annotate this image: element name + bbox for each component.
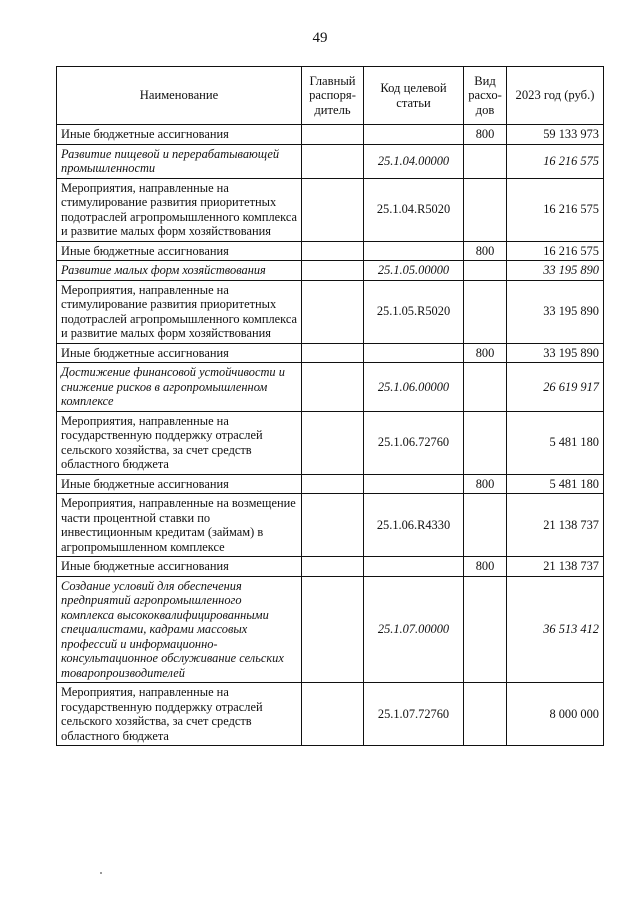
row-code: [364, 241, 464, 261]
table-row: [57, 280, 604, 343]
row-code: 25.1.05.R5020: [364, 280, 464, 343]
row-manager: [302, 411, 364, 474]
row-code: 25.1.06.00000: [364, 363, 464, 412]
row-name: Иные бюджетные ассигнования: [57, 241, 302, 261]
header-target-code: Код целевой статьи: [364, 67, 464, 125]
row-expense-type: 800: [464, 557, 507, 577]
table-row: [57, 411, 604, 474]
table-row: [57, 576, 604, 683]
row-code: 25.1.06.72760: [364, 411, 464, 474]
row-expense-type: 800: [464, 343, 507, 363]
row-code: 25.1.07.00000: [364, 576, 464, 683]
row-amount: 21 138 737: [507, 557, 604, 577]
header-name: Наименование: [57, 67, 302, 125]
row-code: 25.1.04.R5020: [364, 178, 464, 241]
row-manager: [302, 363, 364, 412]
row-amount: 21 138 737: [507, 494, 604, 557]
table-row: [57, 125, 604, 145]
scan-dot: [100, 872, 102, 874]
row-code: [364, 343, 464, 363]
table-row: [57, 261, 604, 281]
row-amount: 33 195 890: [507, 280, 604, 343]
row-name: Иные бюджетные ассигнования: [57, 557, 302, 577]
row-expense-type: [464, 494, 507, 557]
row-manager: [302, 557, 364, 577]
page-number: 49: [312, 30, 328, 46]
row-manager: [302, 261, 364, 281]
row-expense-type: [464, 683, 507, 746]
row-amount: 16 216 575: [507, 178, 604, 241]
row-code: 25.1.07.72760: [364, 683, 464, 746]
table-row: [57, 144, 604, 178]
row-expense-type: 800: [464, 241, 507, 261]
row-code: 25.1.06.R4330: [364, 494, 464, 557]
row-manager: [302, 683, 364, 746]
table-header-row: [57, 67, 604, 125]
table-row: [57, 683, 604, 746]
row-manager: [302, 494, 364, 557]
row-amount: 33 195 890: [507, 261, 604, 281]
row-expense-type: [464, 576, 507, 683]
row-name: Мероприятия, направленные на возмещение части процентной ставки по инвестиционным кредитам (займам) в агропромышленном комплексе: [57, 494, 302, 557]
row-code: [364, 557, 464, 577]
row-amount: 5 481 180: [507, 474, 604, 494]
row-code: 25.1.05.00000: [364, 261, 464, 281]
row-expense-type: 800: [464, 474, 507, 494]
row-manager: [302, 144, 364, 178]
row-name: Мероприятия, направленные на государственную поддержку отраслей сельского хозяйства, за счет средств областного бюджета: [57, 683, 302, 746]
row-name: Иные бюджетные ассигнования: [57, 125, 302, 145]
row-expense-type: [464, 280, 507, 343]
row-name: Развитие пищевой и перерабатывающей промышленности: [57, 144, 302, 178]
row-amount: 33 195 890: [507, 343, 604, 363]
row-manager: [302, 343, 364, 363]
table-body: [57, 125, 604, 746]
row-expense-type: [464, 144, 507, 178]
row-name: Мероприятия, направленные на государственную поддержку отраслей сельского хозяйства, за счет средств областного бюджета: [57, 411, 302, 474]
row-name: Иные бюджетные ассигнования: [57, 343, 302, 363]
row-manager: [302, 474, 364, 494]
row-expense-type: [464, 178, 507, 241]
row-amount: 16 216 575: [507, 241, 604, 261]
header-year: 2023 год (руб.): [507, 67, 604, 125]
table-row: [57, 363, 604, 412]
table-row: [57, 474, 604, 494]
row-amount: 16 216 575: [507, 144, 604, 178]
table-row: [57, 557, 604, 577]
budget-table: [56, 66, 604, 746]
table-row: [57, 343, 604, 363]
header-expense-type: Вид расхо-дов: [464, 67, 507, 125]
row-name: Развитие малых форм хозяйствования: [57, 261, 302, 281]
row-amount: 59 133 973: [507, 125, 604, 145]
row-manager: [302, 241, 364, 261]
row-expense-type: 800: [464, 125, 507, 145]
row-manager: [302, 178, 364, 241]
row-name: Иные бюджетные ассигнования: [57, 474, 302, 494]
row-name: Мероприятия, направленные на стимулирование развития приоритетных подотраслей агропромышленного комплекса и развитие малых форм хозяйствования: [57, 178, 302, 241]
row-name: Создание условий для обеспечения предприятий агропромышленного комплекса высококвалифицированными специалистами, кадрами массовых профессий и информационно-консультационное обслуживание сельских товаропроизводителей: [57, 576, 302, 683]
row-expense-type: [464, 411, 507, 474]
row-amount: 5 481 180: [507, 411, 604, 474]
row-expense-type: [464, 261, 507, 281]
row-code: [364, 474, 464, 494]
row-name: Достижение финансовой устойчивости и снижение рисков в агропромышленном комплексе: [57, 363, 302, 412]
row-expense-type: [464, 363, 507, 412]
table-row: [57, 178, 604, 241]
row-code: [364, 125, 464, 145]
row-manager: [302, 280, 364, 343]
row-manager: [302, 125, 364, 145]
row-code: 25.1.04.00000: [364, 144, 464, 178]
table-row: [57, 241, 604, 261]
table-row: [57, 494, 604, 557]
row-amount: 36 513 412: [507, 576, 604, 683]
row-name: Мероприятия, направленные на стимулирование развития приоритетных подотраслей агропромышленного комплекса и развитие малых форм хозяйствования: [57, 280, 302, 343]
row-amount: 26 619 917: [507, 363, 604, 412]
row-manager: [302, 576, 364, 683]
row-amount: 8 000 000: [507, 683, 604, 746]
header-main-manager: Главный распоря-дитель: [302, 67, 364, 125]
